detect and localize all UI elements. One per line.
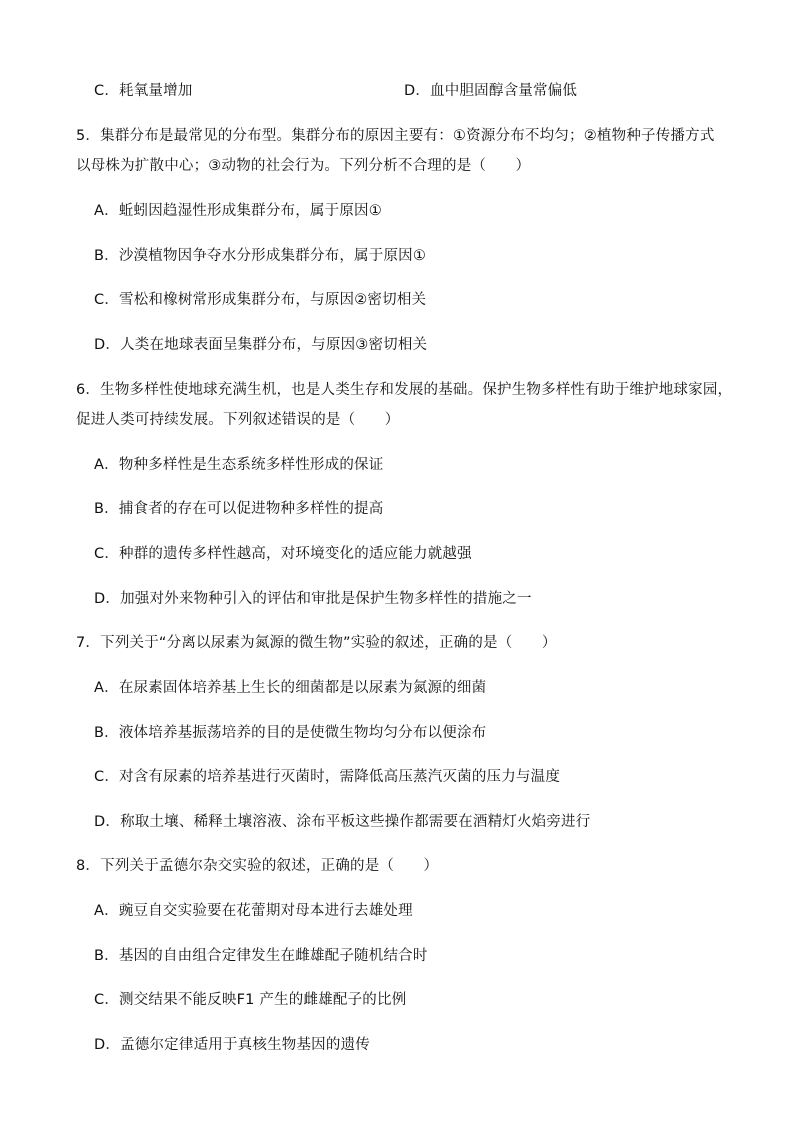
q5-stem-line2: 以母株为扩散中心；③动物的社会行为。下列分析不合理的是（ ） bbox=[76, 158, 531, 174]
q6-option-b: B．捕食者的存在可以促进物种多样性的提高 bbox=[94, 501, 384, 517]
q8-option-a: A．豌豆自交实验要在花蕾期对母本进行去雄处理 bbox=[94, 903, 413, 919]
q6-option-d: D．加强对外来物种引入的评估和审批是保护生物多样性的措施之一 bbox=[94, 591, 532, 607]
q8-option-d: D．孟德尔定律适用于真核生物基因的遗传 bbox=[94, 1037, 370, 1053]
q7-option-c: C．对含有尿素的培养基进行灭菌时，需降低高压蒸汽灭菌的压力与温度 bbox=[94, 769, 561, 785]
q6-option-a: A．物种多样性是生态系统多样性形成的保证 bbox=[94, 457, 384, 473]
q7-option-a: A．在尿素固体培养基上生长的细菌都是以尿素为氮源的细菌 bbox=[94, 680, 487, 696]
q5-option-c: C．雪松和橡树常形成集群分布，与原因②密切相关 bbox=[94, 292, 427, 308]
q7-option-b: B．液体培养基振荡培养的目的是使微生物均匀分布以便涂布 bbox=[94, 725, 487, 741]
q7-option-d: D．称取土壤、稀释土壤溶液、涂布平板这些操作都需要在酒精灯火焰旁进行 bbox=[94, 814, 591, 830]
q6-stem-line2: 促进人类可持续发展。下列叙述错误的是（ ） bbox=[76, 412, 400, 428]
q6-stem-line1: 6．生物多样性使地球充满生机，也是人类生存和发展的基础。保护生物多样性有助于维护地球家园， bbox=[76, 382, 733, 398]
q4-option-d: D．血中胆固醇含量常偏低 bbox=[404, 83, 578, 99]
q5-stem-line1: 5．集群分布是最常见的分布型。集群分布的原因主要有：①资源分布不均匀；②植物种子传播方式 bbox=[76, 128, 715, 144]
q5-option-d: D．人类在地球表面呈集群分布，与原因③密切相关 bbox=[94, 337, 428, 353]
q8-option-c: C．测交结果不能反映F1 产生的雌雄配子的比例 bbox=[94, 992, 407, 1008]
q5-option-b: B．沙漠植物因争夺水分形成集群分布，属于原因① bbox=[94, 248, 427, 264]
q4-option-c: C．耗氧量增加 bbox=[94, 83, 193, 99]
q7-stem: 7．下列关于“分离以尿素为氮源的微生物”实验的叙述，正确的是（ ） bbox=[76, 635, 557, 651]
q6-option-c: C．种群的遗传多样性越高，对环境变化的适应能力就越强 bbox=[94, 546, 472, 562]
q8-option-b: B．基因的自由组合定律发生在雌雄配子随机结合时 bbox=[94, 948, 428, 964]
q8-stem: 8．下列关于孟德尔杂交实验的叙述，正确的是（ ） bbox=[76, 858, 439, 874]
q5-option-a: A．蚯蚓因趋湿性形成集群分布，属于原因① bbox=[94, 203, 382, 219]
